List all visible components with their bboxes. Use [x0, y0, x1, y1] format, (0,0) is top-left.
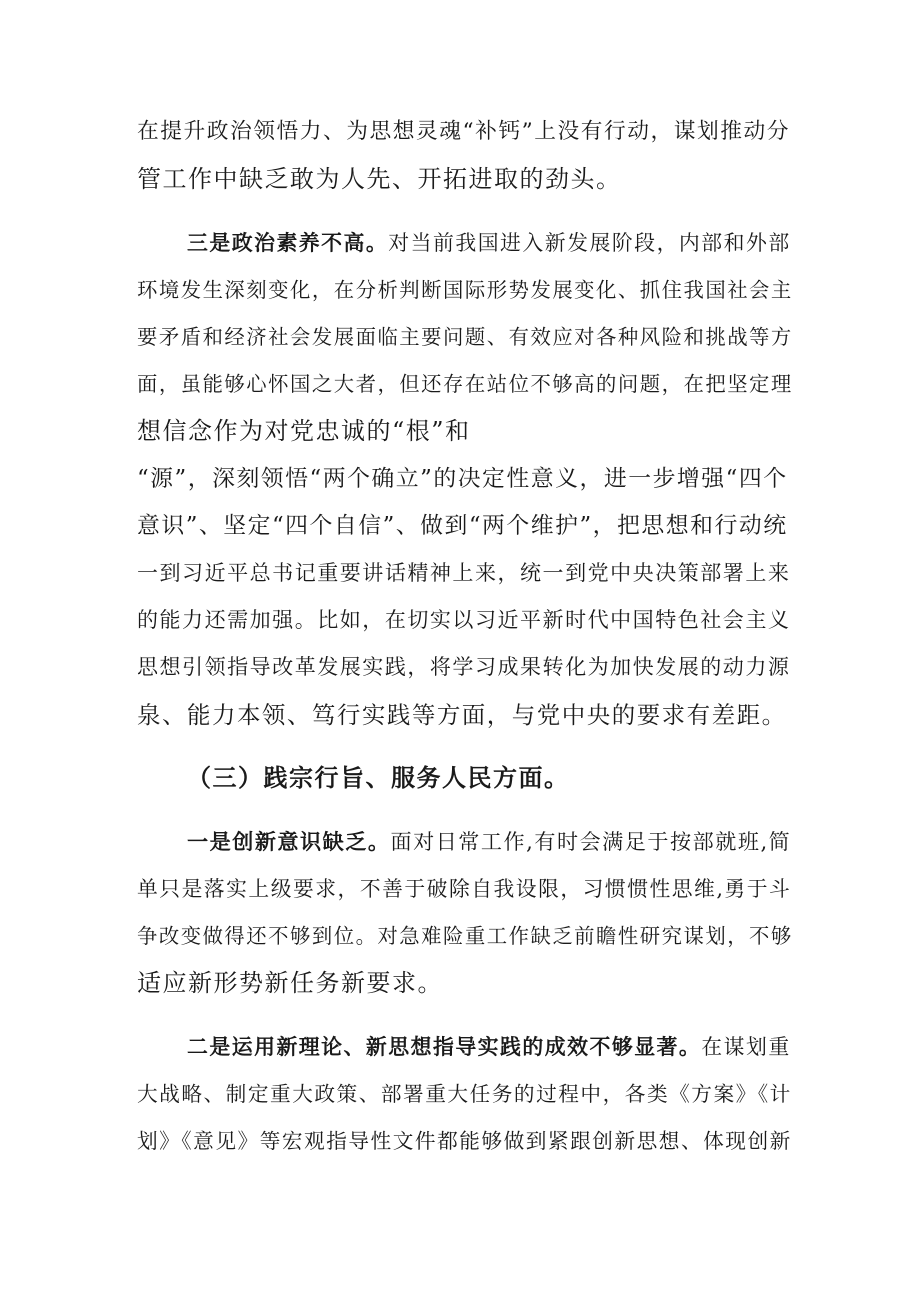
- text-line: 环境发生深刻变化，在分析判断国际形势发展变化、抓住我国社会主: [137, 278, 793, 302]
- text-line: 的能力还需加强。比如，在切实以习近平新时代中国特色社会主义: [137, 607, 791, 632]
- section-heading: （三）践宗行旨、服务人民方面。: [187, 764, 570, 792]
- text-line: 在提升政治领悟力、为思想灵魂“补钙”上没有行动，谋划推动分: [137, 119, 790, 144]
- text-line: 面，虽能够心怀国之大者，但还存在站位不够高的问题，在把坚定理: [137, 372, 793, 396]
- text-line: 要矛盾和经济社会发展面临主要问题、有效应对各种风险和挑战等方: [137, 325, 793, 349]
- text-line: “源”，深刻领悟“两个确立”的决定性意义，进一步增强“四个: [137, 466, 788, 492]
- paragraph-first-line: [187, 228, 791, 258]
- text-line: 划》《意见》等宏观指导性文件都能够做到紧跟创新思想、体现创新: [137, 1129, 792, 1153]
- paragraph-text: 面对日常工作,有时会满足于按部就班,简: [390, 829, 792, 854]
- text-line: 大战略、制定重大政策、部署重大任务的过程中，各类《方案》《计: [137, 1082, 792, 1106]
- text-line: 意识”、坚定“四个自信”、做到“两个维护”，把思想和行动统: [137, 513, 788, 539]
- text-line: 单只是落实上级要求，不善于破除自我设限，习惯惯性思维,勇于斗: [137, 877, 792, 901]
- text-line: 思想引领指导改革发展实践，将学习成果转化为加快发展的动力源: [137, 654, 791, 679]
- text-line: 争改变做得还不够到位。对急难险重工作缺乏前瞻性研究谋划，不够: [137, 924, 793, 948]
- paragraph-lead: 一是创新意识缺乏。: [187, 829, 391, 854]
- text-line: 泉、能力本领、笃行实践等方面，与党中央的要求有差距。: [137, 701, 787, 729]
- text-line: 管工作中缺乏敢为人先、开拓进取的劲头。: [137, 165, 622, 193]
- paragraph-lead: 三是政治素养不高。: [187, 231, 389, 255]
- paragraph-lead: 二是运用新理论、新思想指导实践的成效不够显著。: [187, 1035, 702, 1059]
- text-line: 适应新形势新任务新要求。: [137, 969, 443, 997]
- text-line: 一到习近平总书记重要讲话精神上来，统一到党中央决策部署上来: [137, 560, 791, 585]
- paragraph-first-line: [187, 827, 791, 857]
- text-line: 想信念作为对党忠诚的“根”和: [137, 417, 471, 445]
- paragraph-text: 在谋划重: [701, 1035, 791, 1059]
- paragraph-text: 对当前我国进入新发展阶段，内部和外部: [388, 231, 791, 255]
- paragraph-first-line: [187, 1032, 791, 1062]
